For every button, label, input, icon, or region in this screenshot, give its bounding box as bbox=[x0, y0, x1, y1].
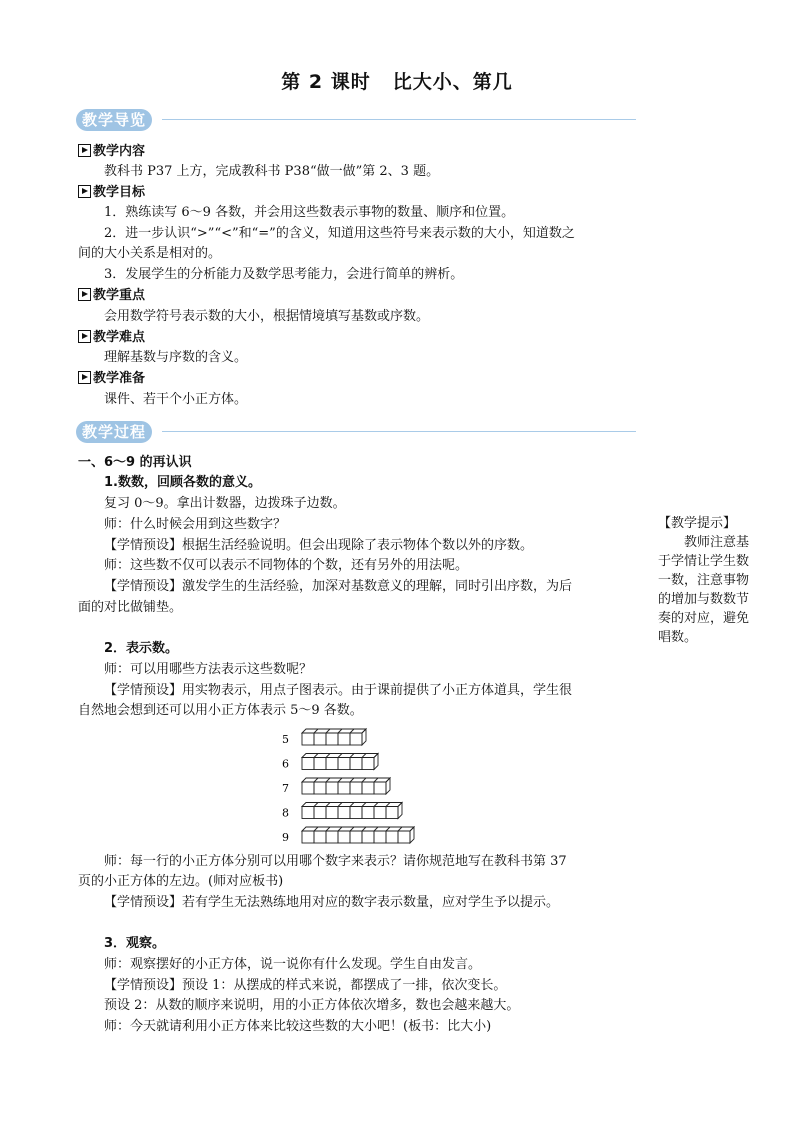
cube bbox=[338, 782, 350, 794]
paragraph: 预设 2：从数的顺序来说明，用的小正方体依次增多，数也会越来越大。 bbox=[104, 998, 520, 1013]
play-triangle-icon bbox=[78, 371, 91, 384]
paragraph: 【学情预设】预设 1：从摆成的样式来说，都摆成了一排，依次变长。 bbox=[104, 978, 507, 993]
goal-1: 1．熟练读写 6～9 各数，并会用这些数表示事物的数量、顺序和位置。 bbox=[104, 205, 515, 220]
cube bbox=[302, 807, 314, 819]
cube-top-edge bbox=[314, 827, 318, 831]
cube bbox=[362, 758, 374, 770]
paragraph: 自然地会想到还可以用小正方体表示 5～9 各数。 bbox=[78, 703, 363, 718]
cube-row bbox=[302, 778, 390, 794]
cube bbox=[362, 831, 374, 843]
cube-top-edge bbox=[374, 827, 378, 831]
cube bbox=[374, 831, 386, 843]
paragraph: 师：今天就请利用小正方体来比较这些数的大小吧！(板书：比大小) bbox=[104, 1019, 492, 1034]
cube-top-edge bbox=[326, 827, 330, 831]
sub1-title: 1.数数，回顾各数的意义。 bbox=[104, 475, 261, 490]
cube bbox=[362, 782, 374, 794]
cube-top-edge bbox=[362, 803, 366, 807]
cube-row-side bbox=[410, 827, 414, 843]
section-banner-process bbox=[76, 421, 636, 445]
banner-label: 教学过程 bbox=[76, 421, 152, 443]
cube-row bbox=[302, 729, 366, 745]
cube-top-edge bbox=[338, 754, 342, 758]
paragraph: 师：这些数不仅可以表示不同物体的个数，还有另外的用法呢。 bbox=[104, 558, 469, 573]
cube bbox=[302, 733, 314, 745]
tip-line: 的增加与数数节 bbox=[658, 592, 750, 607]
cube-top-edge bbox=[350, 827, 354, 831]
cube-row-label: 7 bbox=[282, 782, 289, 795]
cube-top-edge bbox=[386, 803, 390, 807]
cube bbox=[350, 782, 362, 794]
title-topic: 比大小、第几 bbox=[392, 71, 513, 93]
heading-goals: 教学目标 bbox=[78, 184, 145, 202]
tip-line: 于学情让学生数 bbox=[658, 554, 750, 569]
paragraph: 面的对比做铺垫。 bbox=[78, 600, 183, 615]
sub2-title: 2．表示数。 bbox=[104, 641, 179, 656]
play-triangle-icon bbox=[78, 185, 91, 198]
paragraph: 【学情预设】激发学生的生活经验，加深对基数意义的理解，同时引出序数，为后 bbox=[104, 579, 573, 594]
cube-row-side bbox=[386, 778, 390, 794]
cube bbox=[338, 758, 350, 770]
cube bbox=[314, 831, 326, 843]
cube-top-edge bbox=[314, 754, 318, 758]
cube bbox=[326, 758, 338, 770]
cube-row bbox=[302, 827, 414, 843]
cube-row-side bbox=[362, 729, 366, 745]
cube bbox=[326, 733, 338, 745]
cube bbox=[350, 733, 362, 745]
tip-title: 【教学提示】 bbox=[658, 516, 737, 531]
cube bbox=[374, 782, 386, 794]
cube-row bbox=[302, 754, 378, 770]
cube-top-edge bbox=[338, 729, 342, 733]
cube bbox=[314, 782, 326, 794]
cube-top-edge bbox=[374, 803, 378, 807]
tip-line: 唱数。 bbox=[658, 630, 698, 645]
difficult-text: 理解基数与序数的含义。 bbox=[104, 350, 248, 365]
paragraph: 【学情预设】根据生活经验说明。但会出现除了表示物体个数以外的序数。 bbox=[104, 538, 534, 553]
heading-key-points: 教学重点 bbox=[78, 287, 145, 305]
cube-top-edge bbox=[326, 803, 330, 807]
cube-top-edge bbox=[338, 778, 342, 782]
cube bbox=[338, 733, 350, 745]
cube bbox=[326, 831, 338, 843]
banner-label: 教学导览 bbox=[76, 109, 152, 131]
cube-top-edge bbox=[362, 778, 366, 782]
goal-2a: 2．进一步认识“>”“<”和“=”的含义，知道用这些符号来表示数的大小，知道数之 bbox=[104, 226, 575, 241]
paragraph: 师：每一行的小正方体分别可以用哪个数字来表示？请你规范地写在教科书第 37 bbox=[104, 854, 567, 869]
cube bbox=[326, 782, 338, 794]
cube-rows-figure bbox=[278, 725, 448, 845]
key-text: 会用数学符号表示数的大小，根据情境填写基数或序数。 bbox=[104, 309, 430, 324]
cube-top-edge bbox=[314, 778, 318, 782]
banner-rule bbox=[162, 119, 636, 120]
play-triangle-icon bbox=[78, 330, 91, 343]
cube-top-edge bbox=[326, 729, 330, 733]
cube bbox=[338, 831, 350, 843]
cube-top-edge bbox=[350, 803, 354, 807]
cube bbox=[302, 758, 314, 770]
cube bbox=[350, 831, 362, 843]
cube bbox=[350, 807, 362, 819]
play-triangle-icon bbox=[78, 144, 91, 157]
cube-top-edge bbox=[386, 827, 390, 831]
cube-row-label: 9 bbox=[282, 831, 289, 844]
teaching-tip bbox=[658, 514, 760, 647]
cube-top-edge bbox=[314, 729, 318, 733]
paragraph: 师：观察摆好的小正方体，说一说你有什么发现。学生自由发言。 bbox=[104, 957, 482, 972]
tip-line: 奏的对应，避免 bbox=[658, 611, 750, 626]
cube bbox=[362, 807, 374, 819]
sub3-title: 3．观察。 bbox=[104, 936, 166, 951]
cube bbox=[398, 831, 410, 843]
cube-row bbox=[302, 803, 402, 819]
cube-top-edge bbox=[326, 754, 330, 758]
cube-top-edge bbox=[398, 827, 402, 831]
paragraph: 师：什么时候会用到这些数字？ bbox=[104, 517, 287, 532]
cube-rows-svg bbox=[278, 725, 448, 845]
page-title bbox=[0, 67, 794, 94]
part1-title: 一、6～9 的再认识 bbox=[78, 455, 192, 470]
cube bbox=[314, 733, 326, 745]
cube-top-edge bbox=[338, 827, 342, 831]
paragraph: 【学情预设】若有学生无法熟练地用对应的数字表示数量，应对学生予以提示。 bbox=[104, 895, 560, 910]
heading-difficult-points: 教学难点 bbox=[78, 329, 145, 347]
tip-line: 教师注意基 bbox=[684, 535, 750, 550]
goal-3: 3．发展学生的分析能力及数学思考能力，会进行简单的辨析。 bbox=[104, 267, 464, 282]
cube-row-label: 8 bbox=[282, 806, 289, 820]
cube bbox=[326, 807, 338, 819]
paragraph: 页的小正方体的左边。(师对应板书) bbox=[78, 874, 284, 889]
cube-top-edge bbox=[350, 754, 354, 758]
cube bbox=[350, 758, 362, 770]
cube bbox=[386, 831, 398, 843]
cube-top-edge bbox=[362, 754, 366, 758]
cube-top-edge bbox=[314, 803, 318, 807]
cube-top-edge bbox=[326, 778, 330, 782]
heading-content: 教学内容 bbox=[78, 143, 145, 161]
cube-top-edge bbox=[374, 778, 378, 782]
cube-top-edge bbox=[338, 803, 342, 807]
prep-text: 课件、若干个小正方体。 bbox=[104, 392, 248, 407]
cube-row-top bbox=[302, 729, 366, 733]
goal-2b: 间的大小关系是相对的。 bbox=[78, 246, 222, 261]
cube-row-side bbox=[374, 754, 378, 770]
cube bbox=[302, 782, 314, 794]
play-triangle-icon bbox=[78, 288, 91, 301]
cube bbox=[386, 807, 398, 819]
cube bbox=[314, 807, 326, 819]
paragraph: 师：可以用哪些方法表示这些数呢？ bbox=[104, 662, 313, 677]
cube bbox=[314, 758, 326, 770]
cube bbox=[338, 807, 350, 819]
content-text: 教科书 P37 上方，完成教科书 P38“做一做”第 2、3 题。 bbox=[104, 164, 440, 179]
cube-top-edge bbox=[350, 778, 354, 782]
banner-rule bbox=[162, 431, 636, 432]
cube-row-label: 6 bbox=[282, 757, 289, 771]
cube-row-label: 5 bbox=[282, 733, 289, 746]
heading-preparation: 教学准备 bbox=[78, 370, 145, 388]
paragraph: 复习 0～9。拿出计数器，边拨珠子边数。 bbox=[104, 496, 346, 511]
cube-top-edge bbox=[350, 729, 354, 733]
paragraph: 【学情预设】用实物表示，用点子图表示。由于课前提供了小正方体道具，学生很 bbox=[104, 683, 573, 698]
cube-row-side bbox=[398, 803, 402, 819]
cube bbox=[374, 807, 386, 819]
cube bbox=[302, 831, 314, 843]
cube-row-top bbox=[302, 827, 414, 831]
title-lesson: 第 2 课时 bbox=[281, 71, 371, 93]
section-banner-overview bbox=[76, 109, 636, 133]
cube-top-edge bbox=[362, 827, 366, 831]
tip-line: 一数，注意事物 bbox=[658, 573, 750, 588]
